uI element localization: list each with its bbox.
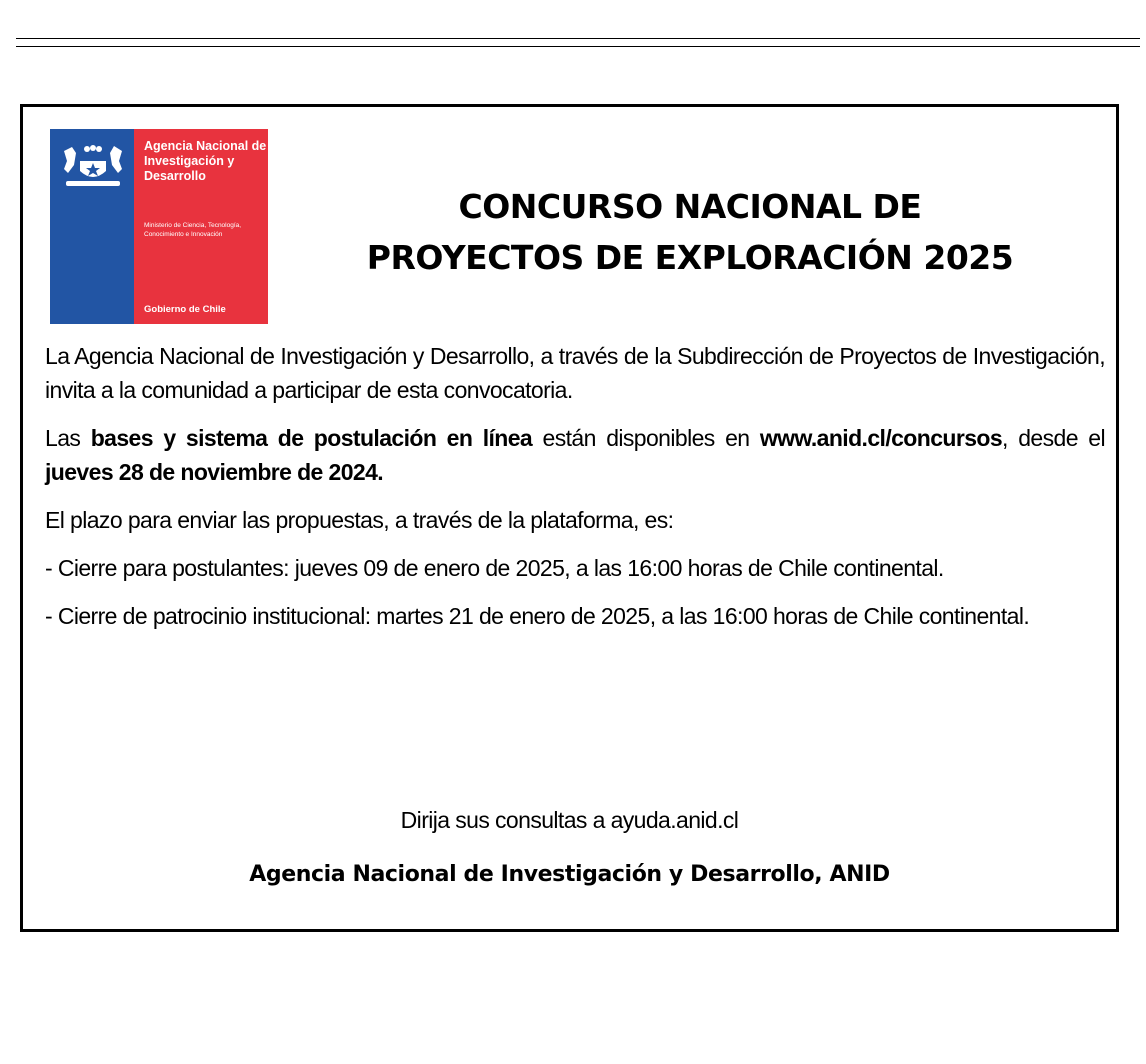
deadline-intro: El plazo para enviar las propuestas, a través de la plataforma, es: bbox=[45, 507, 674, 533]
availability-since: , desde el bbox=[1002, 425, 1105, 451]
top-rule bbox=[16, 38, 1140, 39]
logo-blue-panel bbox=[50, 129, 134, 324]
contact-line: Dirija sus consultas a ayuda.anid.cl bbox=[400, 807, 739, 833]
anid-logo bbox=[50, 129, 268, 324]
intro-paragraph: La Agencia Nacional de Investigación y Desarrollo, a través de la Subdirección de Proyectos de Investigación, invita a la comunidad a participar de esta convocatoria. bbox=[45, 343, 1105, 403]
bases-phrase: bases y sistema de postulación en línea bbox=[90, 425, 533, 451]
logo-red-panel bbox=[134, 129, 268, 324]
chilean-coat-of-arms-icon bbox=[58, 143, 128, 193]
deadline-item: - Cierre para postulantes: jueves 09 de enero de 2025, a las 16:00 horas de Chile continental. bbox=[45, 555, 944, 581]
notice-body bbox=[45, 339, 1105, 647]
notice-box bbox=[20, 104, 1119, 932]
notice-title bbox=[285, 181, 1095, 283]
logo-agency-name: Agencia Nacional de Investigación y Desarrollo bbox=[144, 139, 267, 183]
availability-paragraph bbox=[45, 421, 1105, 489]
concursos-link[interactable]: www.anid.cl/concursos bbox=[759, 425, 1003, 451]
top-rule bbox=[16, 46, 1140, 47]
availability-prefix: Las bbox=[45, 425, 81, 451]
availability-middle: están disponibles en bbox=[542, 425, 750, 451]
signature: Agencia Nacional de Investigación y Desarrollo, ANID bbox=[249, 862, 890, 887]
opening-date: jueves 28 de noviembre de 2024. bbox=[45, 459, 384, 485]
title-line-2: PROYECTOS DE EXPLORACIÓN 2025 bbox=[366, 238, 1014, 277]
logo-government: Gobierno de Chile bbox=[144, 304, 226, 315]
deadline-item: - Cierre de patrocinio institucional: martes 21 de enero de 2025, a las 16:00 horas de Chile continental. bbox=[45, 603, 1030, 629]
logo-ministry: Ministerio de Ciencia, Tecnología, Conocimiento e Innovación bbox=[144, 222, 242, 238]
title-line-1: CONCURSO NACIONAL DE bbox=[458, 187, 922, 226]
